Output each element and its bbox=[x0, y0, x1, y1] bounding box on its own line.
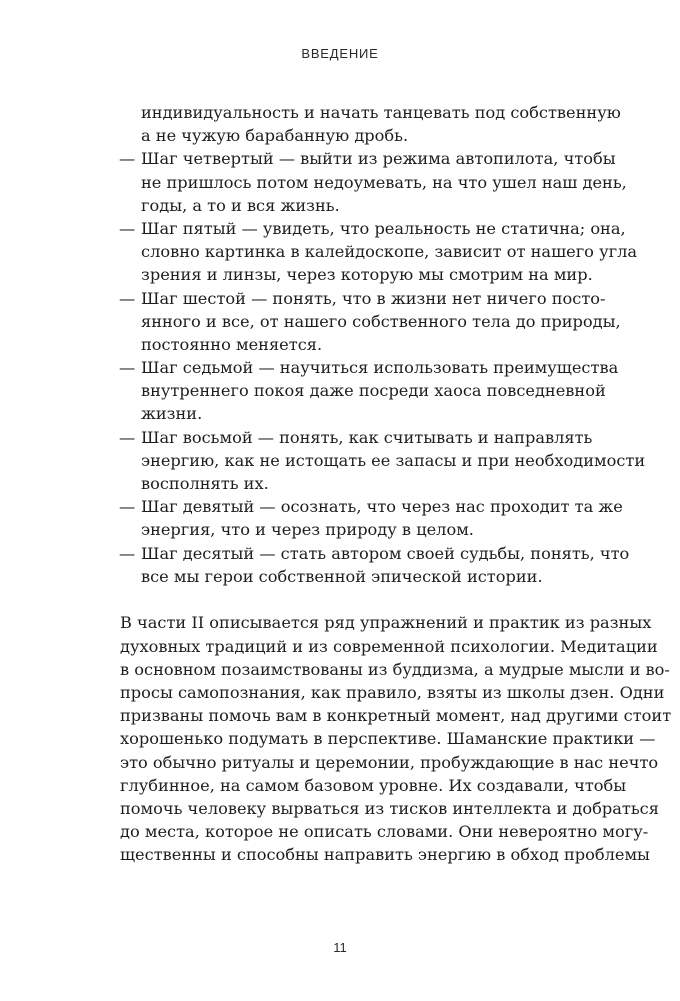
line-text: годы, а то и вся жизнь. bbox=[141, 195, 340, 215]
list-item bbox=[119, 542, 630, 588]
text-line: в основном позаимствованы из буддизма, а мудрые мысли и во- bbox=[120, 659, 670, 679]
line-text: Шаг четвертый — выйти из режима автопилота, чтобы bbox=[141, 149, 616, 169]
text-line bbox=[120, 518, 581, 541]
text-line: призваны помочь вам в конкретный момент, над другими стоит bbox=[120, 706, 672, 726]
line-text: а не чужую барабанную дробь. bbox=[141, 126, 409, 146]
text-line bbox=[120, 240, 638, 263]
text-line: это обычно ритуалы и церемонии, пробуждающие в нас нечто bbox=[120, 752, 659, 772]
line-text: все мы герои собственной эпической истории. bbox=[141, 566, 543, 586]
line-text: Шаг седьмой — научиться использовать преимущества bbox=[141, 358, 619, 378]
text-line bbox=[119, 147, 616, 170]
text-line bbox=[120, 310, 621, 333]
page-number: 11 bbox=[333, 940, 347, 955]
text-line bbox=[119, 495, 623, 518]
part-two-paragraph bbox=[120, 611, 672, 866]
text-line bbox=[119, 217, 626, 240]
text-line: глубинное, на самом базовом уровне. Их создавали, чтобы bbox=[120, 775, 627, 795]
line-text: индивидуальность и начать танцевать под собственную bbox=[141, 103, 621, 122]
text-line bbox=[120, 402, 581, 425]
list-item bbox=[120, 101, 621, 147]
text-line bbox=[120, 565, 581, 588]
list-item bbox=[119, 147, 627, 217]
line-text: зрения и линзы, через которую мы смотрим на мир. bbox=[141, 265, 593, 285]
line-text: словно картинка в калейдоскопе, зависит от нашего угла bbox=[141, 242, 638, 262]
line-text: не пришлось потом недоумевать, на что ушел наш день, bbox=[141, 172, 627, 192]
list-dash: — bbox=[119, 497, 136, 517]
text-line: просы самопознания, как правило, взяты из школы дзен. Одни bbox=[120, 683, 665, 702]
text-line: духовных традиций и из современной психологии. Медитации bbox=[120, 636, 658, 656]
text-line bbox=[119, 542, 630, 565]
text-line bbox=[119, 287, 606, 310]
list-item bbox=[119, 495, 623, 541]
text-line bbox=[120, 472, 581, 495]
text-line bbox=[120, 379, 606, 402]
list-item bbox=[119, 217, 638, 287]
list-dash: — bbox=[119, 427, 136, 447]
text-line bbox=[119, 356, 619, 379]
body-text bbox=[119, 101, 672, 867]
text-line bbox=[120, 263, 593, 286]
line-text: Шаг восьмой — понять, как считывать и направлять bbox=[141, 427, 593, 447]
line-text: Шаг шестой — понять, что в жизни нет ничего посто- bbox=[141, 288, 606, 308]
list-item bbox=[119, 356, 619, 426]
text-line bbox=[120, 194, 581, 217]
line-text: восполнять их. bbox=[141, 474, 269, 493]
list-dash: — bbox=[119, 218, 136, 238]
text-line: щественны и способны направить энергию в обход проблемы bbox=[120, 845, 650, 865]
line-text: Шаг пятый — увидеть, что реальность не статична; она, bbox=[141, 218, 626, 238]
running-title: ВВЕДЕНИЕ bbox=[301, 46, 379, 61]
line-text: янного и все, от нашего собственного тела до природы, bbox=[141, 311, 621, 331]
text-line: хорошенько подумать в перспективе. Шаманские практики — bbox=[120, 729, 656, 749]
paragraph-gap bbox=[120, 588, 581, 612]
line-text: Шаг девятый — осознать, что через нас проходит та же bbox=[141, 497, 623, 517]
list-dash: — bbox=[119, 288, 136, 308]
text-line bbox=[120, 124, 581, 147]
list-item bbox=[119, 287, 621, 357]
list-dash: — bbox=[119, 358, 136, 378]
text-line bbox=[119, 426, 593, 449]
steps-list bbox=[119, 101, 646, 588]
line-text: Шаг десятый — стать автором своей судьбы, понять, что bbox=[141, 543, 630, 563]
line-text: энергия, что и через природу в целом. bbox=[141, 520, 474, 540]
list-dash: — bbox=[119, 149, 136, 169]
text-line bbox=[120, 101, 621, 124]
text-line bbox=[120, 449, 646, 472]
text-line: В части II описывается ряд упражнений и практик из разных bbox=[120, 613, 652, 633]
text-line: до места, которое не описать словами. Они невероятно могу- bbox=[120, 822, 649, 842]
line-text: постоянно меняется. bbox=[141, 334, 323, 354]
list-item bbox=[119, 426, 646, 496]
line-text: энергию, как не истощать ее запасы и при необходимости bbox=[141, 450, 646, 470]
text-line bbox=[120, 333, 581, 356]
list-dash: — bbox=[119, 543, 136, 563]
line-text: жизни. bbox=[141, 404, 203, 424]
line-text: внутреннего покоя даже посреди хаоса повседневной bbox=[141, 381, 606, 401]
text-line: помочь человеку вырваться из тисков интеллекта и добраться bbox=[120, 798, 659, 818]
text-line bbox=[120, 171, 627, 194]
